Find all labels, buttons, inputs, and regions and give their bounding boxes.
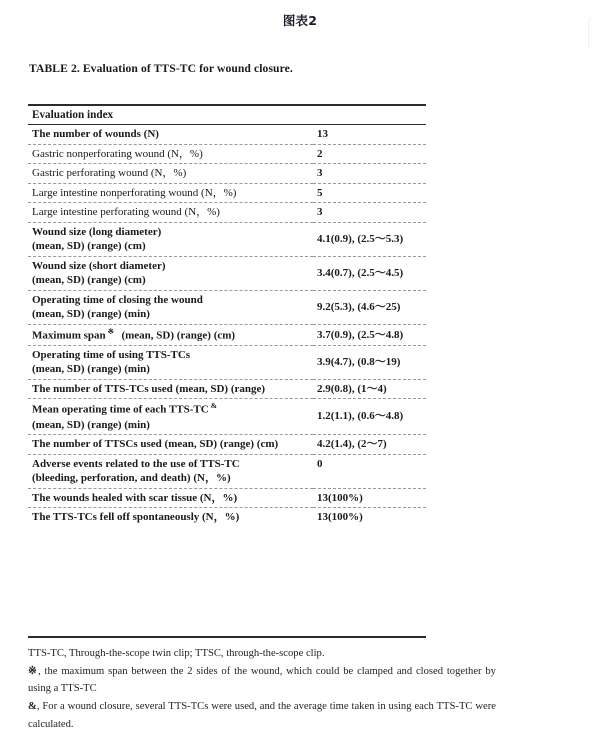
table-row [28, 203, 426, 223]
table-row [28, 435, 426, 455]
row-value: 4.1(0.9), (2.5～5.3) [313, 222, 426, 256]
row-label-line: Wound size (long diameter) [32, 225, 162, 238]
footnote: ※, the maximum span between the 2 sides of the wound, which could be clamped and closed together by using a TTS-TC [28, 666, 496, 695]
row-label [28, 183, 313, 203]
table-header-row [28, 105, 426, 125]
row-label [28, 290, 313, 324]
row-label [28, 324, 313, 345]
row-label-line: (mean, SD) (range) (cm) [32, 274, 146, 287]
row-value: 2.9(0.8), (1～4) [313, 379, 426, 399]
footnote-symbol: ※ [28, 666, 39, 678]
footnote-marker-icon: ※ [107, 326, 114, 336]
row-label [28, 345, 313, 379]
row-label-line: (bleeding, perforation, and death) (N，%) [32, 472, 231, 485]
row-value: 2 [313, 144, 426, 164]
row-label-line: Wound size (short diameter) [32, 259, 166, 272]
table-row [28, 324, 426, 345]
table-bottom-rule [28, 636, 426, 638]
row-label-line: (mean, SD) (range) (cm) [32, 240, 146, 253]
row-value: 13 [313, 125, 426, 145]
table-body [28, 105, 426, 527]
row-label [28, 144, 313, 164]
row-label-line: (mean, SD) (range) (min) [32, 363, 150, 376]
table-row [28, 256, 426, 290]
row-label-line: (mean, SD) (range) (min) [32, 418, 150, 431]
table-row [28, 144, 426, 164]
table-row [28, 164, 426, 184]
row-label [28, 164, 313, 184]
row-label-line: (mean, SD) (range) (min) [32, 308, 150, 321]
row-label-line: Mean operating time of each TTS-TC & [32, 401, 217, 417]
row-value: 3 [313, 164, 426, 184]
table-row [28, 508, 426, 527]
footnotes [28, 645, 496, 734]
row-value: 3.4(0.7), (2.5～4.5) [313, 256, 426, 290]
row-label-line: The number of wounds (N) [32, 128, 159, 140]
row-label [28, 379, 313, 399]
table-caption: TABLE 2. Evaluation of TTS-TC for wound closure. [29, 62, 293, 75]
table-row [28, 183, 426, 203]
row-value: 1.2(1.1), (0.6～4.8) [313, 399, 426, 435]
evaluation-table-wrapper [28, 104, 426, 527]
footnote: &, For a wound closure, several TTS-TCs were used, and the average time taken in using each TTS-TC were calculated. [28, 701, 496, 730]
row-value: 3 [313, 203, 426, 223]
row-value: 3.9(4.7), (0.8～19) [313, 345, 426, 379]
row-label-line: The TTS-TCs fell off spontaneously (N，%) [32, 511, 240, 524]
row-label [28, 203, 313, 223]
table-row [28, 454, 426, 488]
row-label-line: The number of TTS-TCs used (mean, SD) (range) [32, 382, 266, 395]
row-label-line: Operating time of closing the wound [32, 293, 203, 306]
footnote-marker-icon: & [210, 401, 217, 411]
row-value: 13(100%) [313, 488, 426, 508]
table-row [28, 290, 426, 324]
row-label [28, 454, 313, 488]
row-label-line: The wounds healed with scar tissue (N，%) [32, 491, 238, 504]
row-label-line: The number of TTSCs used (mean, SD) (range) (cm) [32, 438, 279, 451]
row-value: 4.2(1.4), (2～7) [313, 435, 426, 455]
page-title: 图表2 [282, 13, 318, 28]
row-label [28, 125, 313, 145]
row-value: 5 [313, 183, 426, 203]
evaluation-table [28, 104, 426, 527]
footnote-symbol: & [28, 701, 37, 713]
row-label [28, 488, 313, 508]
row-label [28, 435, 313, 455]
row-label-line: Gastric nonperforating wound (N，%) [32, 147, 203, 160]
row-label [28, 399, 313, 435]
row-label [28, 508, 313, 527]
row-value: 0 [313, 454, 426, 488]
row-label-line: Large intestine perforating wound (N，%) [32, 206, 220, 219]
footnote: TTS-TC, Through-the-scope twin clip; TTSC, through-the-scope clip. [28, 648, 325, 659]
table-row [28, 399, 426, 435]
row-value: 13(100%) [317, 511, 363, 524]
row-label-line: Operating time of using TTS-TCs [32, 348, 191, 361]
table-row [28, 345, 426, 379]
row-label [28, 256, 313, 290]
row-label-line: Adverse events related to the use of TTS-TC [32, 457, 240, 470]
row-label-line: Gastric perforating wound (N，%) [32, 167, 187, 180]
table-row [28, 379, 426, 399]
row-value: 9.2(5.3), (4.6～25) [313, 290, 426, 324]
row-label [28, 222, 313, 256]
table-row [28, 222, 426, 256]
table-row [28, 125, 426, 145]
row-value: 3.7(0.9), (2.5～4.8) [313, 324, 426, 345]
row-label-line: Large intestine nonperforating wound (N，%) [32, 186, 237, 199]
row-label-line: Maximum span ※ (mean, SD) (range) (cm) [32, 326, 236, 342]
column-header-evaluation-index: Evaluation index [28, 105, 426, 125]
table-row [28, 488, 426, 508]
